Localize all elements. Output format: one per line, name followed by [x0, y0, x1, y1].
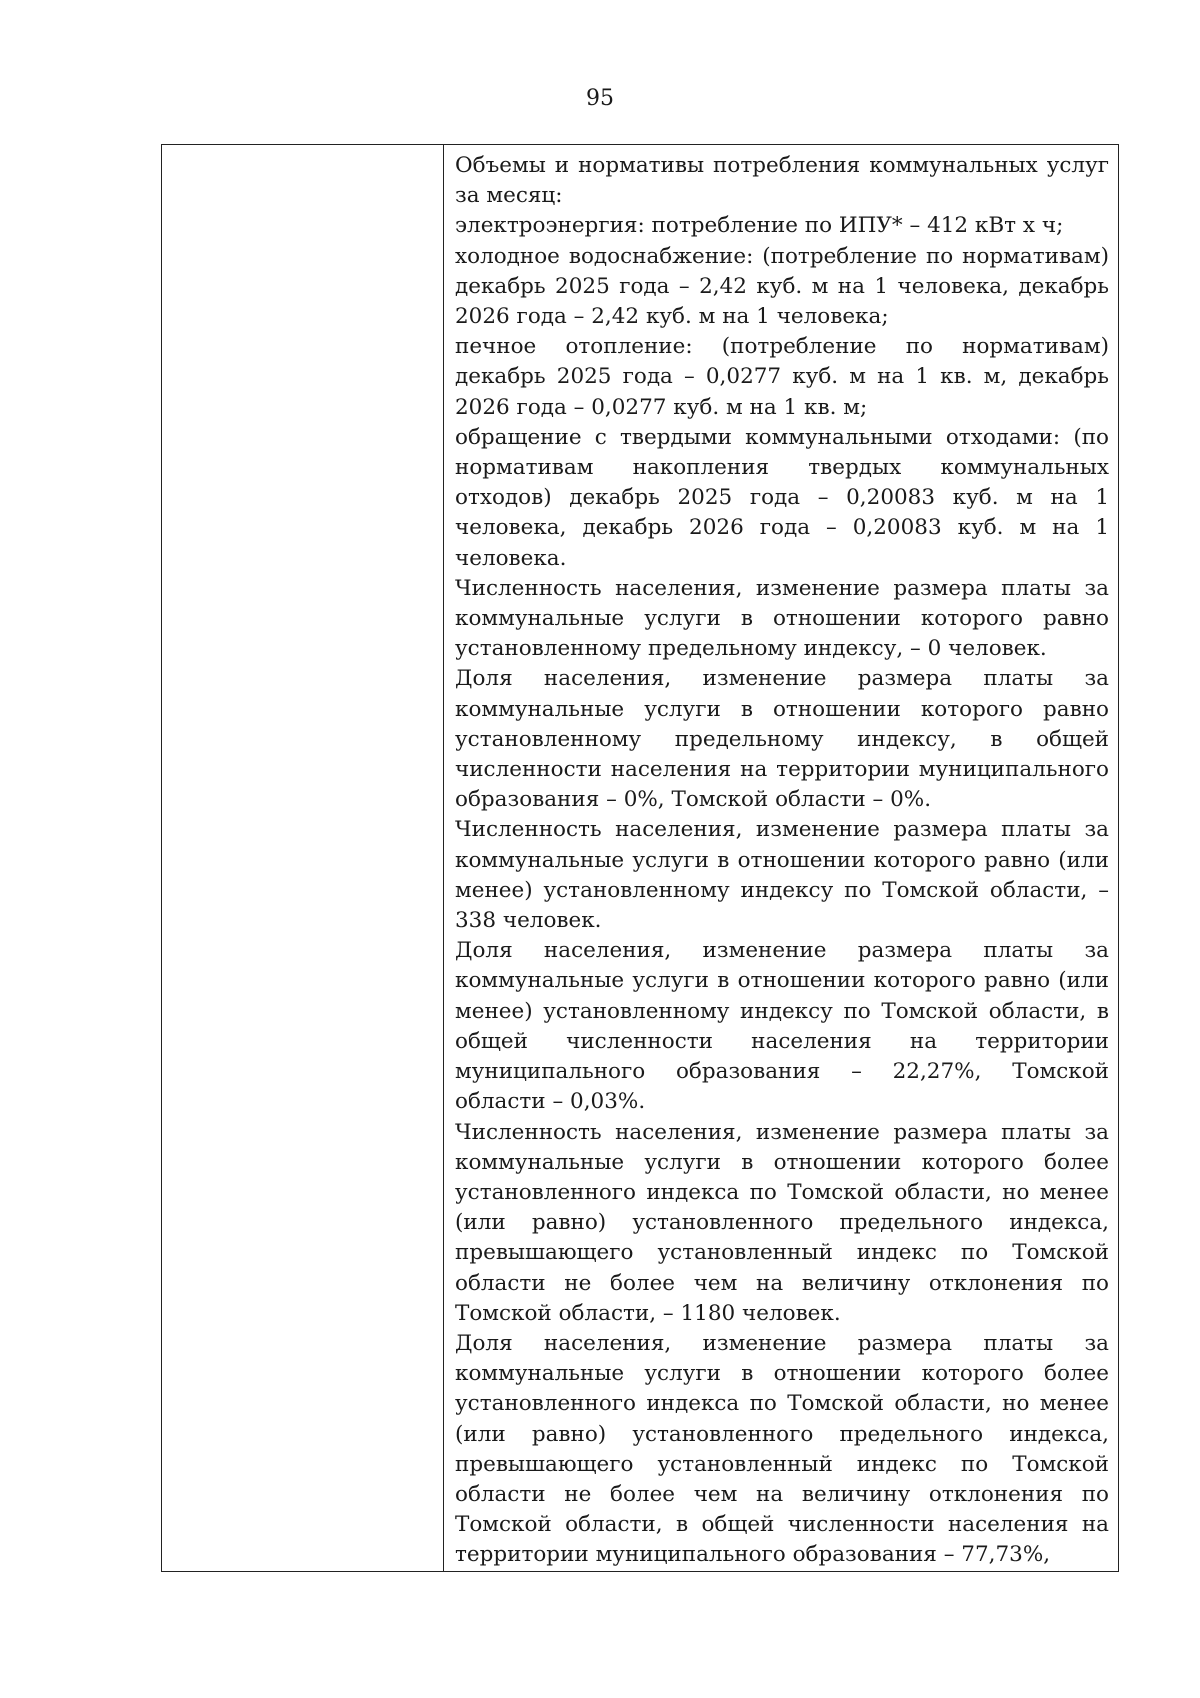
- paragraph-volumes-intro: Объемы и нормативы потребления коммунальных услуг за месяц:: [455, 153, 1109, 209]
- paragraph-share-limit-index: Доля населения, изменение размера платы за коммунальные услуги в отношении которого равно установленному предельному индексу, в общей численности населения на территории муниципального образования – 0%, Томской области – 0%.: [455, 666, 1109, 813]
- paragraph-electricity: электроэнергия: потребление по ИПУ* – 412 кВт х ч;: [455, 213, 1064, 239]
- paragraph-population-limit-index: Численность населения, изменение размера платы за коммунальные услуги в отношении которого равно установленному предельному индексу, – 0 человек.: [455, 575, 1109, 662]
- paragraph-share-regional-index: Доля населения, изменение размера платы за коммунальные услуги в отношении которого равно (или менее) установленному индексу по Томской области, в общей численности населения на территории муниципального образования – 22,27%, Томской области – 0,03%.: [455, 938, 1109, 1115]
- table-left-cell: [162, 145, 444, 1571]
- paragraph-population-above-index: Численность населения, изменение размера платы за коммунальные услуги в отношении которого более установленного индекса по Томской области, но менее (или равно) установленного предельного индекса, превышающего установленный индекс по Томской области не более чем на величину отклонения по Томской области, – 1180 человек.: [455, 1119, 1109, 1326]
- paragraph-stove-heating: печное отопление: (потребление по нормативам) декабрь 2025 года – 0,0277 куб. м на 1 кв. м, декабрь 2026 года – 0,0277 куб. м на 1 кв. м;: [455, 334, 1109, 420]
- paragraph-solid-waste: обращение с твердыми коммунальными отходами: (по нормативам накопления твердых коммунальных отходов) декабрь 2025 года – 0,20083 куб. м на 1 человека, декабрь 2026 года – 0,20083 куб. м на 1 человека.: [455, 424, 1109, 571]
- table-right-cell: [444, 145, 1118, 1571]
- paragraph-cold-water: холодное водоснабжение: (потребление по нормативам) декабрь 2025 года – 2,42 куб. м на 1 человека, декабрь 2026 года – 2,42 куб. м на 1 человека;: [455, 243, 1109, 330]
- document-table: [161, 144, 1119, 1572]
- paragraph-population-regional-index: Численность населения, изменение размера платы за коммунальные услуги в отношении которого равно (или менее) установленному индексу по Томской области, – 338 человек.: [455, 817, 1109, 934]
- paragraph-share-above-index: Доля населения, изменение размера платы за коммунальные услуги в отношении которого более установленного индекса по Томской области, но менее (или равно) установленного предельного индекса, превышающего установленный индекс по Томской области не более чем на величину отклонения по Томской области, в общей численности населения на территории муниципального образования – 77,73%,: [455, 1330, 1109, 1568]
- page-number: 95: [586, 86, 614, 111]
